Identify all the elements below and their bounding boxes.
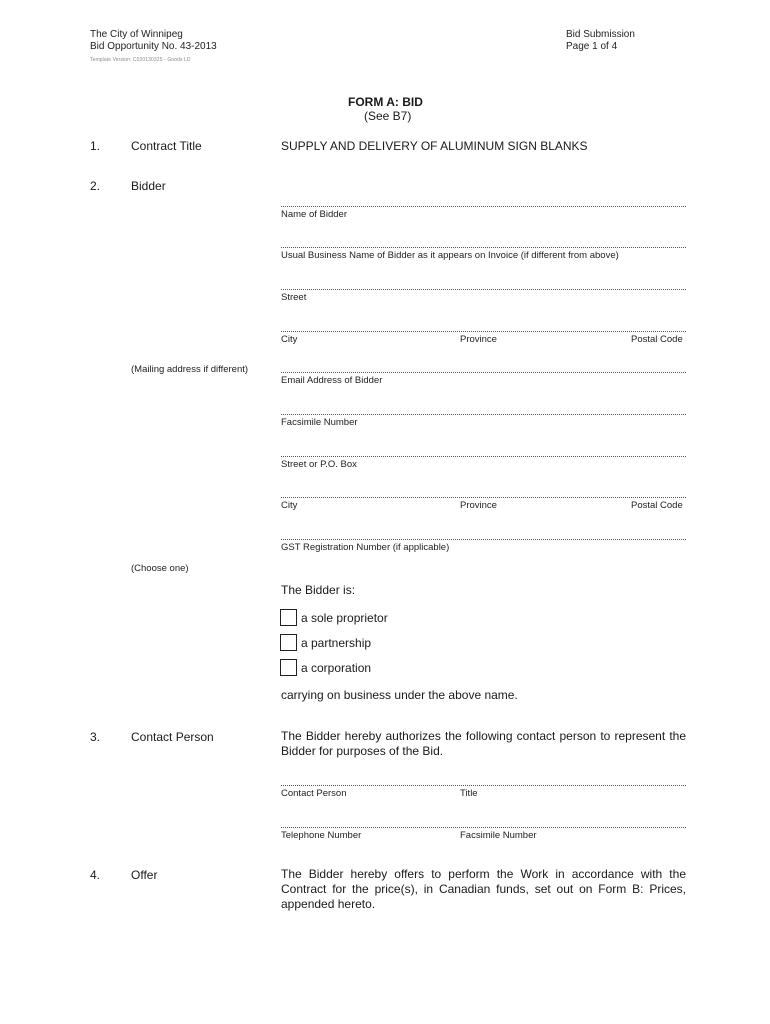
province-label: Province xyxy=(460,334,497,345)
email-label: Email Address of Bidder xyxy=(281,375,383,386)
telephone-facsimile-line[interactable] xyxy=(281,827,686,828)
bidder-is-prompt: The Bidder is: xyxy=(281,583,356,597)
street-po-box-line[interactable] xyxy=(281,456,686,457)
telephone-label: Telephone Number xyxy=(281,830,362,841)
section-1-number: 1. xyxy=(90,139,101,153)
header-page-number: Page 1 of 4 xyxy=(566,41,618,52)
section-2-label: Bidder xyxy=(131,179,166,193)
sole-proprietor-checkbox[interactable] xyxy=(280,609,297,626)
mailing-postal-code-label: Postal Code xyxy=(631,500,683,511)
corporation-label: a corporation xyxy=(301,661,372,675)
street-label: Street xyxy=(281,292,307,303)
section-2-number: 2. xyxy=(90,179,101,193)
name-of-bidder-label: Name of Bidder xyxy=(281,209,348,220)
header-template-version: Template Version: C020130325 - Goods LD xyxy=(90,57,191,63)
facsimile-label: Facsimile Number xyxy=(281,417,358,428)
contact-person-authorization-text: The Bidder hereby authorizes the following contact person to represent the Bidder for purposes of the Bid. xyxy=(281,729,686,758)
usual-business-name-line[interactable] xyxy=(281,247,686,248)
email-line[interactable] xyxy=(281,372,686,373)
street-line[interactable] xyxy=(281,289,686,290)
form-title: FORM A: BID xyxy=(348,95,423,109)
carrying-on-business-text: carrying on business under the above name. xyxy=(281,688,518,702)
mailing-city-label: City xyxy=(281,500,298,511)
contact-person-label: Contact Person xyxy=(281,788,347,799)
gst-line[interactable] xyxy=(281,539,686,540)
usual-business-name-label: Usual Business Name of Bidder as it appears on Invoice (if different from above) xyxy=(281,250,619,261)
gst-label: GST Registration Number (if applicable) xyxy=(281,542,450,553)
city-label: City xyxy=(281,334,298,345)
section-4-number: 4. xyxy=(90,868,101,882)
partnership-label: a partnership xyxy=(301,636,372,650)
street-po-box-label: Street or P.O. Box xyxy=(281,459,357,470)
mailing-city-province-postal-line[interactable] xyxy=(281,497,686,498)
title-label: Title xyxy=(460,788,478,799)
name-of-bidder-line[interactable] xyxy=(281,206,686,207)
mailing-province-label: Province xyxy=(460,500,497,511)
contract-title-value: SUPPLY AND DELIVERY OF ALUMINUM SIGN BLANKS xyxy=(281,139,588,153)
offer-text: The Bidder hereby offers to perform the Work in accordance with the Contract for the price(s), in Canadian funds, set out on Form B: Prices, appended hereto. xyxy=(281,867,686,911)
section-1-label: Contract Title xyxy=(131,139,202,153)
header-bid-submission: Bid Submission xyxy=(566,29,635,40)
contact-facsimile-label: Facsimile Number xyxy=(460,830,537,841)
partnership-checkbox[interactable] xyxy=(280,634,297,651)
facsimile-line[interactable] xyxy=(281,414,686,415)
city-province-postal-line[interactable] xyxy=(281,331,686,332)
section-3-label: Contact Person xyxy=(131,730,214,744)
header-organization: The City of Winnipeg xyxy=(90,29,183,40)
corporation-checkbox[interactable] xyxy=(280,659,297,676)
sole-proprietor-label: a sole proprietor xyxy=(301,611,388,625)
choose-one-note: (Choose one) xyxy=(131,563,189,574)
header-bid-opportunity: Bid Opportunity No. 43-2013 xyxy=(90,41,217,52)
mailing-address-note: (Mailing address if different) xyxy=(131,364,249,375)
contact-person-title-line[interactable] xyxy=(281,785,686,786)
postal-code-label: Postal Code xyxy=(631,334,683,345)
section-3-number: 3. xyxy=(90,730,101,744)
form-subtitle: (See B7) xyxy=(364,109,412,123)
section-4-label: Offer xyxy=(131,868,158,882)
